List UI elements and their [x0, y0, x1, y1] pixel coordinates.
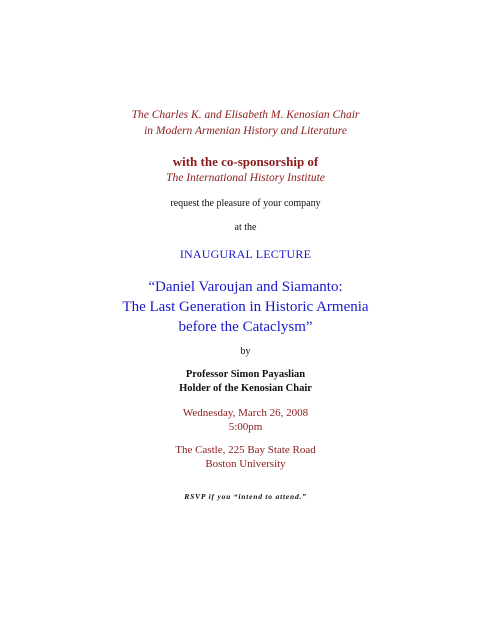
at-the-text: at the	[234, 222, 257, 233]
host-line-2: in Modern Armenian History and Literature	[144, 125, 347, 137]
venue-line-1: The Castle, 225 Bay State Road	[175, 444, 316, 456]
venue-line-2: Boston University	[205, 458, 286, 470]
lecture-title-line-3: before the Cataclysm”	[178, 319, 313, 335]
host-line-1: The Charles K. and Elisabeth M. Kenosian Chair	[131, 109, 360, 121]
lecture-title-line-1: “Daniel Varoujan and Siamanto:	[148, 279, 343, 295]
event-type: INAUGURAL LECTURE	[179, 247, 312, 261]
request-text: request the pleasure of your company	[170, 198, 321, 209]
event-date: Wednesday, March 26, 2008	[182, 407, 309, 419]
by-text: by	[240, 346, 251, 357]
speaker-name: Professor Simon Payaslian	[185, 369, 306, 380]
rsvp-note: RSVP if you “intend to attend.”	[184, 492, 307, 501]
speaker-title: Holder of the Kenosian Chair	[179, 383, 312, 394]
cosponsor-heading: with the co-sponsorship of	[172, 154, 319, 169]
lecture-title-line-2: The Last Generation in Historic Armenia	[122, 299, 369, 315]
event-time: 5:00pm	[228, 421, 263, 433]
cosponsor-name: The International History Institute	[166, 172, 325, 184]
